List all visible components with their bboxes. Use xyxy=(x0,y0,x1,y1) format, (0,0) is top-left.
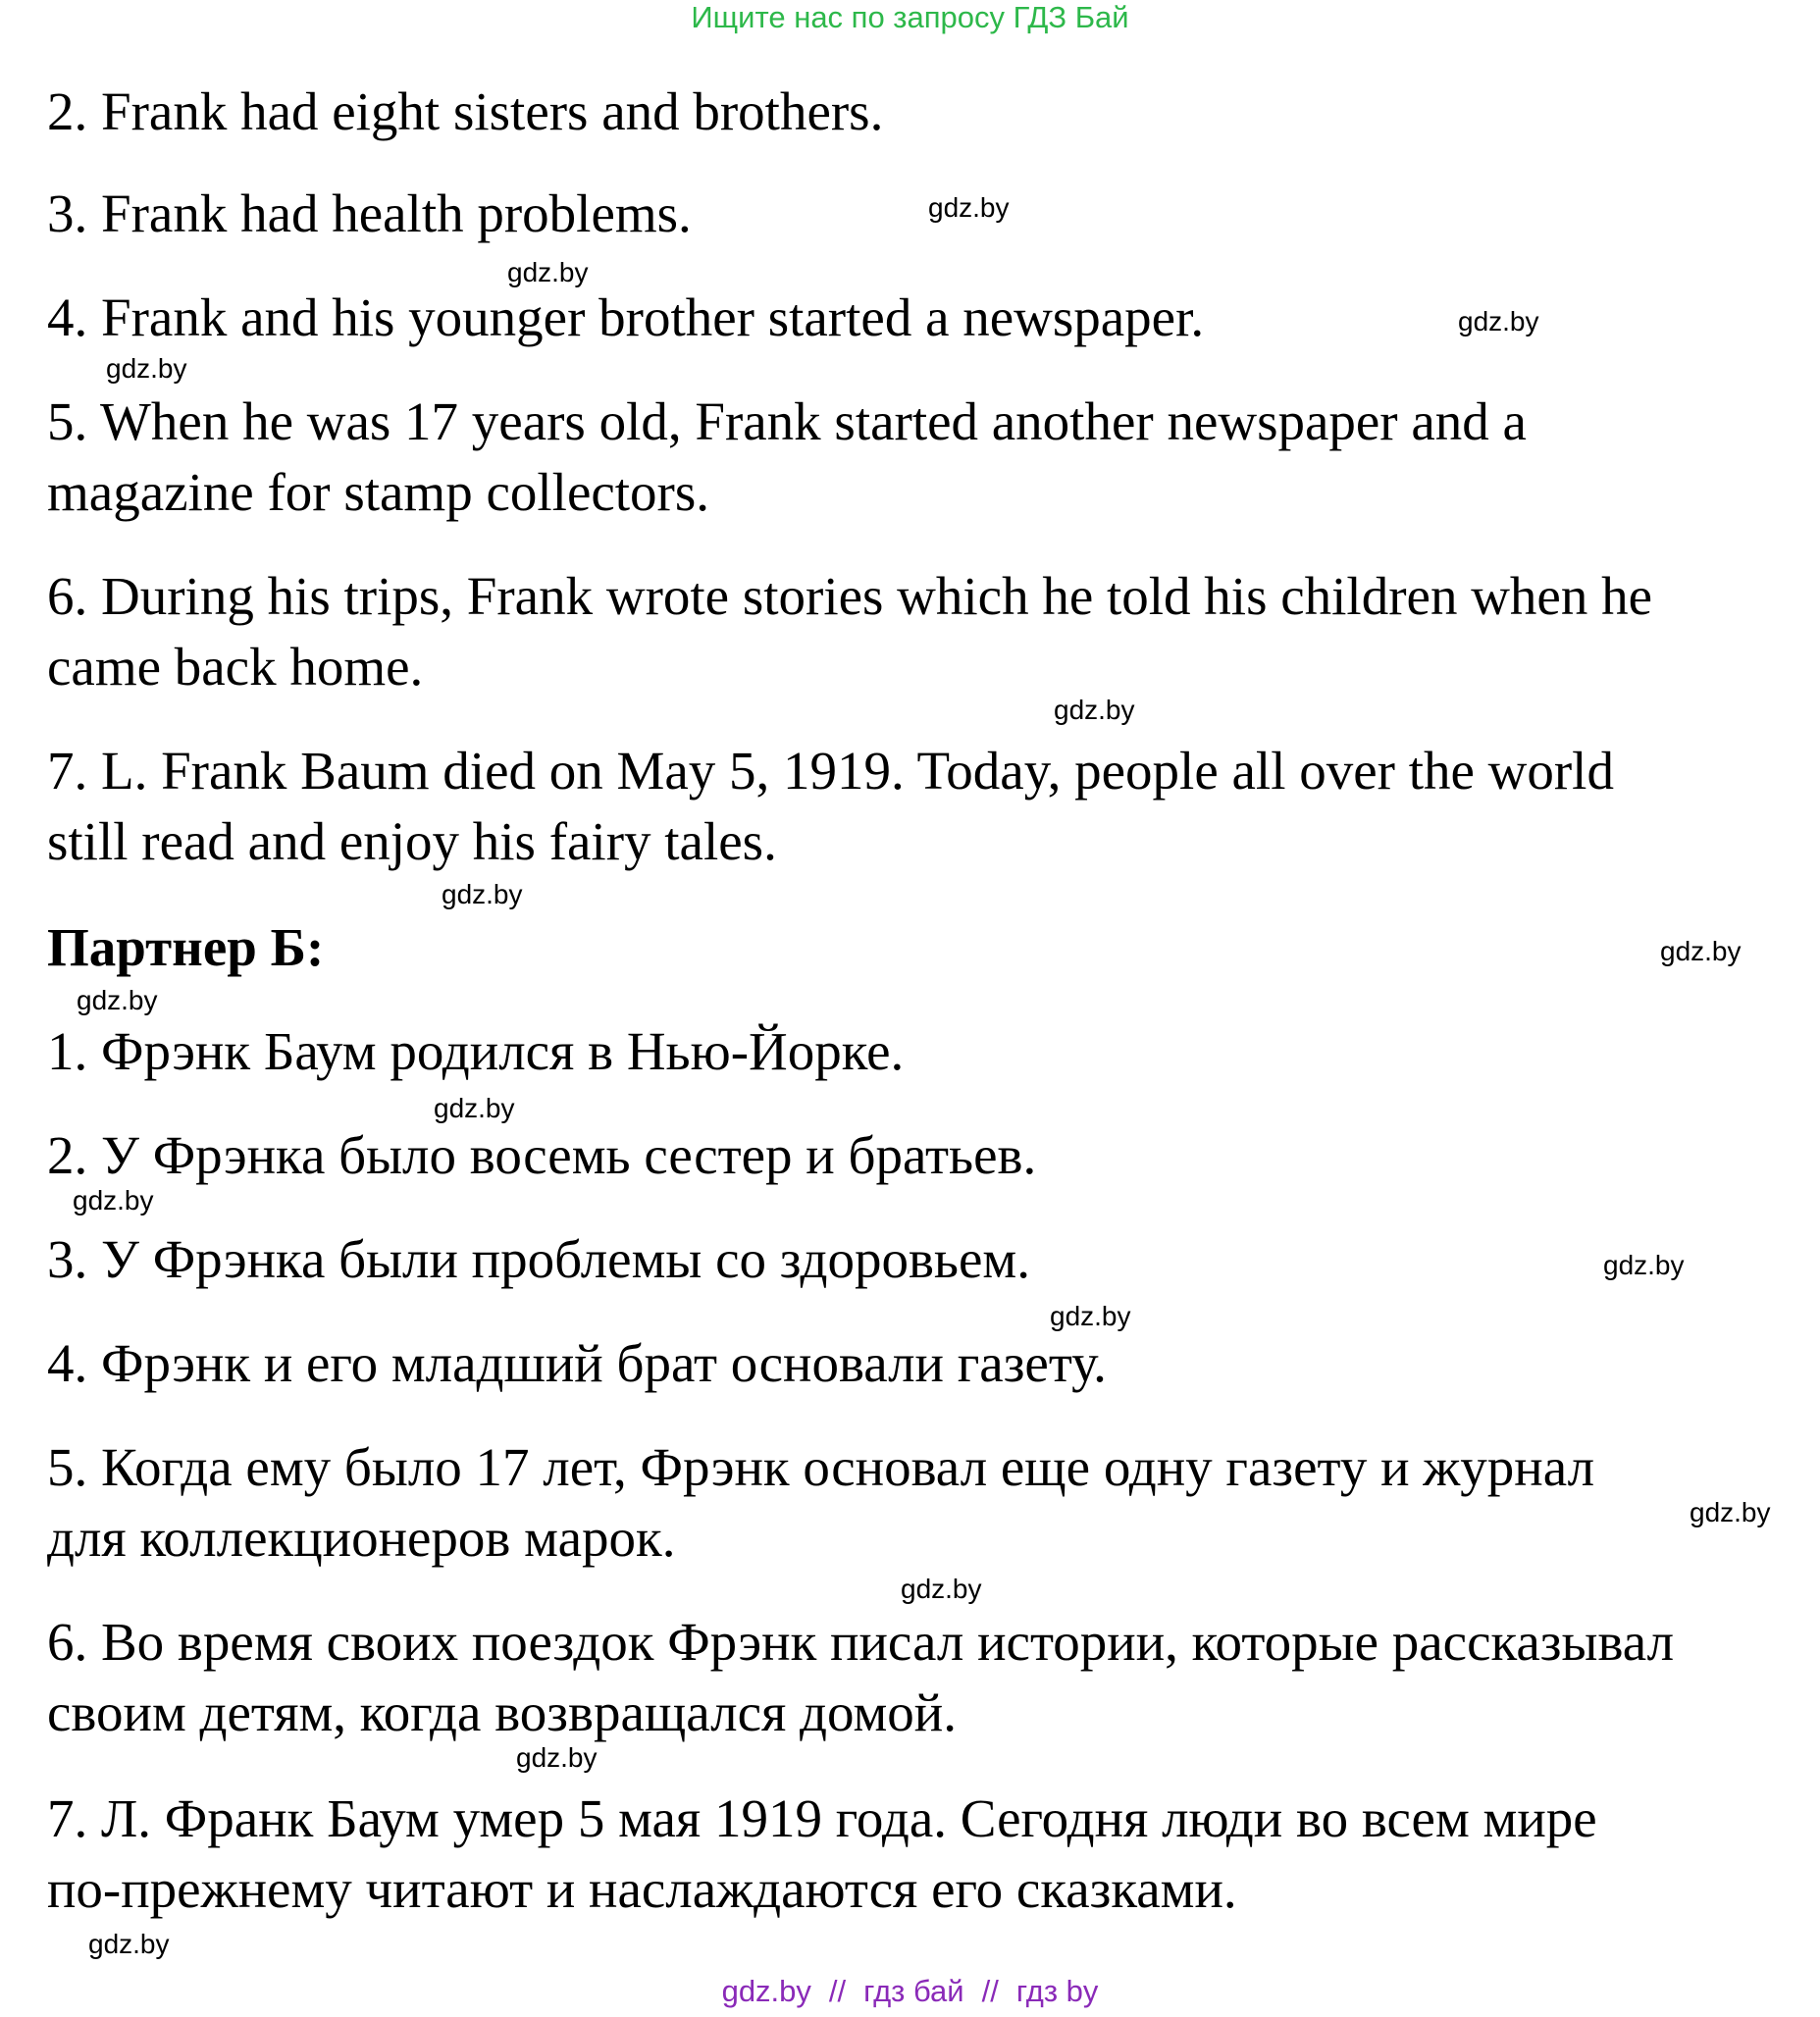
footer-separator: // xyxy=(828,1974,847,2008)
watermark: gdz.by xyxy=(88,1929,170,1959)
item-line: 5. When he was 17 years old, Frank started another newspaper and a xyxy=(47,391,1527,451)
item-line: для коллекционеров марок. xyxy=(47,1508,676,1568)
watermark: gdz.by xyxy=(901,1574,982,1604)
watermark: gdz.by xyxy=(1050,1301,1131,1331)
watermark: gdz.by xyxy=(73,1185,154,1215)
partner-b-item-5 xyxy=(47,1432,1594,1574)
watermark: gdz.by xyxy=(516,1742,598,1773)
item-line: 1. Фрэнк Баум родился в Нью-Йорке. xyxy=(47,1021,905,1081)
partner-a-item-3 xyxy=(47,179,692,249)
item-line: по-прежнему читают и наслаждаются его сказками. xyxy=(47,1859,1237,1919)
watermark: gdz.by xyxy=(507,257,589,287)
item-line: came back home. xyxy=(47,637,424,697)
item-line: magazine for stamp collectors. xyxy=(47,462,710,522)
item-line: своим детям, когда возвращался домой. xyxy=(47,1682,957,1742)
watermark: gdz.by xyxy=(442,879,523,909)
watermark: gdz.by xyxy=(1660,936,1742,966)
item-line: 6. Во время своих поездок Фрэнк писал истории, которые рассказывал xyxy=(47,1612,1675,1672)
top-banner: Ищите нас по запросу ГДЗ Бай xyxy=(691,0,1129,34)
watermark: gdz.by xyxy=(1054,695,1135,725)
partner-a-item-2 xyxy=(47,77,883,147)
footer-link-gdz-by-cyr[interactable]: гдз by xyxy=(1015,1974,1099,2008)
item-line: 6. During his trips, Frank wrote stories which he told his children when he xyxy=(47,566,1652,626)
item-line: 3. У Фрэнка были проблемы со здоровьем. xyxy=(47,1229,1030,1289)
partner-a-item-7 xyxy=(47,736,1614,877)
watermark: gdz.by xyxy=(1458,306,1539,336)
item-line: 3. Frank had health problems. xyxy=(47,183,692,243)
item-line: 7. Л. Франк Баум умер 5 мая 1919 года. Сегодня люди во всем мире xyxy=(47,1788,1597,1848)
watermark: gdz.by xyxy=(77,985,158,1015)
item-line: 4. Фрэнк и его младший брат основали газету. xyxy=(47,1333,1107,1393)
partner-b-item-3 xyxy=(47,1224,1030,1295)
footer-link-gdz-by[interactable]: gdz.by xyxy=(721,1974,811,2008)
partner-b-item-2 xyxy=(47,1120,1036,1191)
watermark: gdz.by xyxy=(1603,1250,1685,1280)
partner-b-item-4 xyxy=(47,1328,1107,1399)
partner-a-item-5 xyxy=(47,387,1527,528)
item-line: 2. У Фрэнка было восемь сестер и братьев. xyxy=(47,1125,1037,1185)
partner-a-item-4 xyxy=(47,283,1204,353)
partner-b-heading: Партнер Б: xyxy=(47,917,325,977)
watermark: gdz.by xyxy=(1690,1497,1771,1527)
partner-b-item-1 xyxy=(47,1016,904,1087)
partner-b-item-7 xyxy=(47,1784,1597,1925)
item-line: still read and enjoy his fairy tales. xyxy=(47,811,777,871)
item-line: 7. L. Frank Baum died on May 5, 1919. Today, people all over the world xyxy=(47,741,1614,801)
watermark: gdz.by xyxy=(434,1093,515,1123)
partner-b-item-6 xyxy=(47,1607,1674,1748)
item-line: 4. Frank and his younger brother started a newspaper. xyxy=(47,287,1205,347)
item-line: 2. Frank had eight sisters and brothers. xyxy=(47,81,884,141)
footer-links xyxy=(0,1974,1820,2009)
watermark: gdz.by xyxy=(106,353,187,384)
footer-link-gdz-bai[interactable]: гдз бай xyxy=(863,1974,964,2008)
footer-separator: // xyxy=(981,1974,999,2008)
item-line: 5. Когда ему было 17 лет, Фрэнк основал еще одну газету и журнал xyxy=(47,1437,1595,1497)
watermark: gdz.by xyxy=(928,192,1010,223)
partner-a-item-6 xyxy=(47,561,1652,702)
